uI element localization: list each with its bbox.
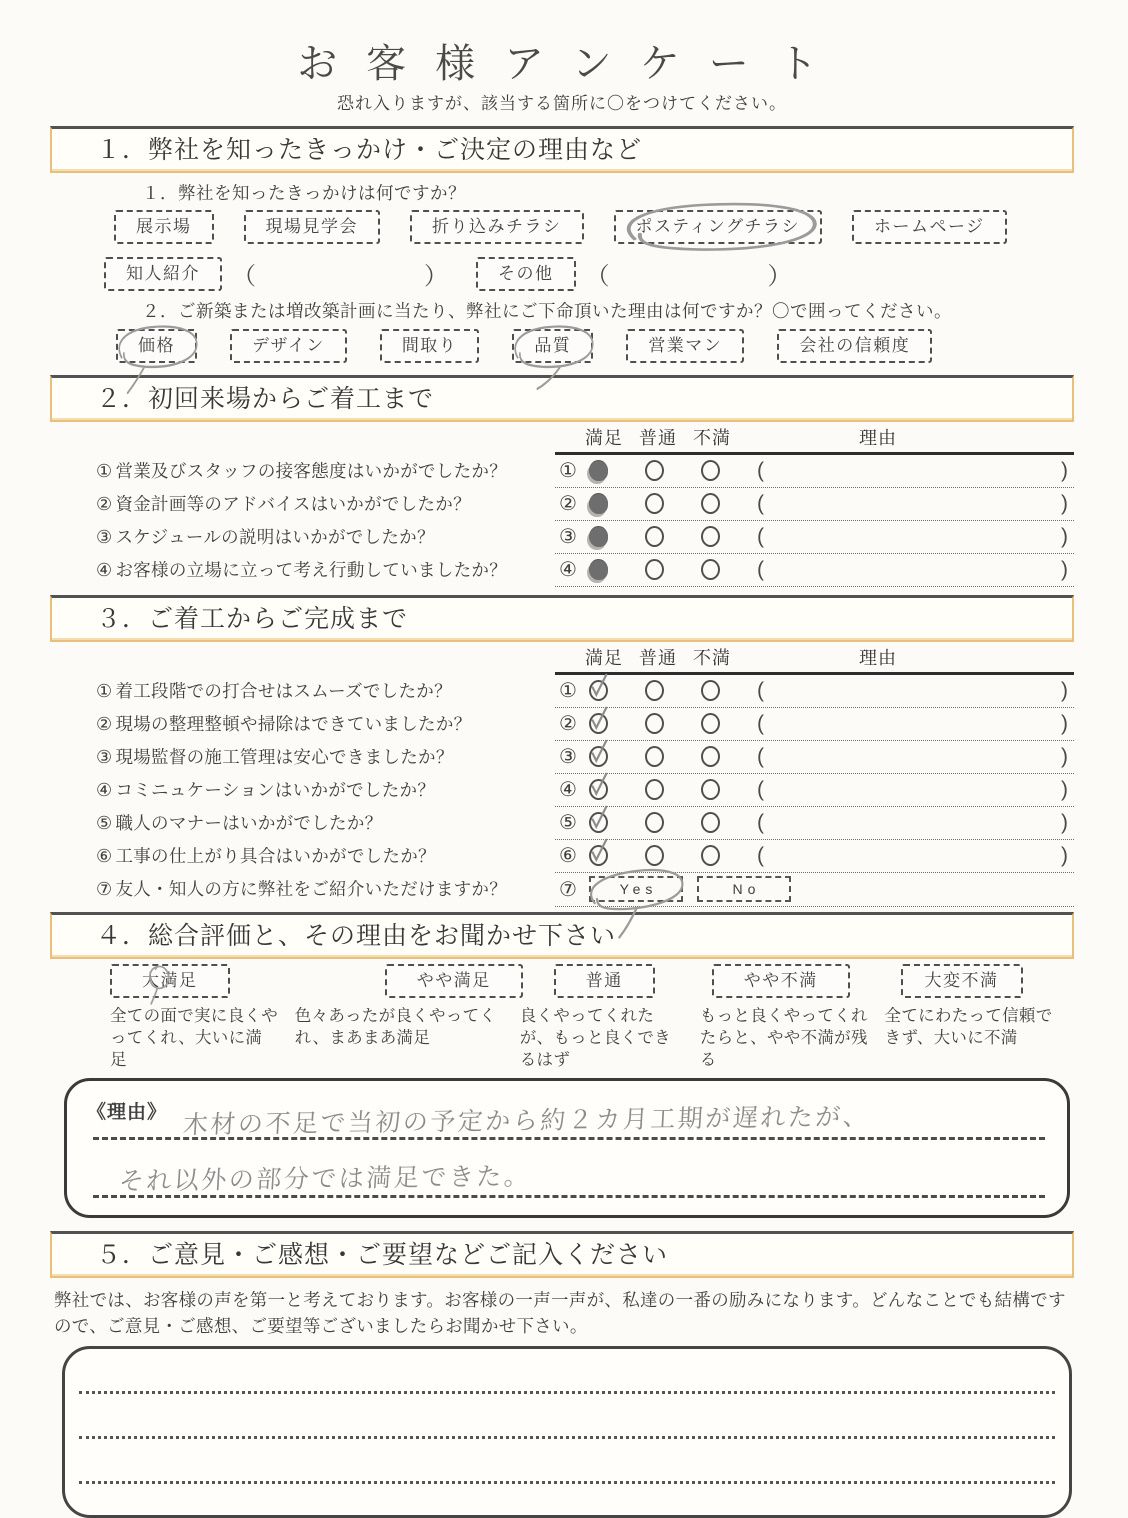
open-paren: ( [757,458,764,482]
rating-table-header [50,644,1074,675]
question-label: お客様の立場に立って考え行動していましたか？ [115,560,508,580]
row-number: ④ [559,779,577,801]
rating-circle-dissatisfied[interactable] [701,559,720,580]
option-label: 品質 [534,336,572,355]
option-label: 展示場 [136,217,192,236]
rating-circle-normal[interactable] [645,713,664,734]
write-in-blank[interactable] [266,262,414,286]
pencil-fill-mark [589,527,608,547]
option-somewhat-dissatisfied[interactable] [712,964,850,998]
rating-circle-satisfied[interactable] [589,812,608,833]
option-description: 全ての面で実に良くやってくれ、大いに満足 [110,1007,278,1069]
row-number: ② [559,493,577,515]
question-number: ① [96,681,113,701]
option-label: ポスティングチラシ [635,217,800,236]
section5-heading: ５．ご意見・ご感想・ご要望などご記入ください [50,1231,1074,1278]
row-number: ⑦ [559,878,577,901]
rating-circle-dissatisfied[interactable] [701,746,720,767]
rating-circle-satisfied[interactable] [589,526,608,547]
close-paren: ) [1061,843,1068,867]
handwritten-reason-line2: それ以外の部分では満足できた。 [118,1162,533,1196]
reason-label: 《理由》 [87,1102,168,1123]
rating-circle-dissatisfied[interactable] [701,845,720,866]
comment-write-line[interactable] [79,1481,1055,1484]
question-label: スケジュールの説明はいかがでしたか？ [115,527,435,547]
rating-circle-dissatisfied[interactable] [701,680,720,701]
question-label: 現場監督の施工管理は安心できましたか？ [115,747,454,767]
option-salesman[interactable] [626,329,744,363]
option-yes[interactable] [589,876,683,902]
open-paren: ( [757,524,764,548]
row-number: ④ [559,559,577,581]
rating-circle-normal[interactable] [645,779,664,800]
option-company-trust[interactable] [777,329,932,363]
option-label: 知人紹介 [126,263,200,283]
option-design[interactable] [230,329,347,363]
open-paren: ( [757,843,764,867]
row-number: ① [559,460,577,482]
option-posting-flyer[interactable] [614,210,822,244]
question-label: 資金計画等のアドバイスはいかがでしたか？ [115,494,471,514]
question-label: 営業及びスタッフの接客態度はいかがでしたか？ [115,461,508,481]
option-label: 普通 [585,971,623,990]
open-paren: （ [232,263,256,290]
close-paren: ) [1061,524,1068,548]
pencil-check-mark [589,672,609,702]
open-paren: （ [585,263,610,290]
section2-heading: ２．初回来場からご着工まで [50,375,1074,422]
option-description: もっと良くやってくれたらと、やや不満が残る [699,1007,868,1069]
rating-circle-normal[interactable] [645,493,664,514]
open-paren: ( [757,777,764,801]
survey-question-row [50,774,1074,807]
question-number: ① [96,461,113,481]
survey-question-row [50,675,1074,708]
survey-question-row [50,807,1074,840]
col-satisfied: 満足 [585,428,623,448]
rating-circle-satisfied[interactable] [589,460,608,481]
pencil-fill-mark [589,494,608,514]
col-satisfied: 満足 [585,648,623,668]
question-number: ③ [96,527,113,547]
option-label: Yes [619,881,658,897]
rating-circle-dissatisfied[interactable] [701,812,720,833]
option-homepage[interactable] [852,210,1007,244]
section3-heading: ３．ご着工からご完成まで [50,595,1074,642]
open-paren: ( [757,711,764,735]
option-site-tour[interactable] [244,210,381,244]
option-label: その他 [498,263,554,283]
option-referral[interactable] [104,257,222,291]
open-paren: ( [757,744,764,768]
reason-write-line[interactable] [93,1143,1045,1198]
close-paren: ) [1061,777,1068,801]
question2-label: ２．ご新築または増改築計画に当たり、弊社にご下命頂いた理由は何ですか？〇で囲ってください。 [142,301,952,321]
row-number: ⑤ [559,812,577,834]
pencil-fill-mark [589,560,608,580]
rating-table-header [50,424,1074,455]
option-label: デザイン [252,336,325,355]
rating-circle-satisfied[interactable] [589,713,608,734]
rating-circle-dissatisfied[interactable] [701,779,720,800]
handwritten-reason-line1: 木材の不足で当初の予定から約２カ月工期が遅れたが、 [182,1102,872,1140]
pencil-check-mark [589,837,609,867]
q2-options-row [116,329,1074,363]
question-number: ④ [96,780,113,800]
option-label: ホームページ [873,217,985,236]
col-dissatisfied: 不満 [693,648,731,668]
overall-rating-options [110,964,1074,1071]
close-paren: ) [1061,557,1068,581]
question-number: ④ [96,560,113,580]
col-dissatisfied: 不満 [693,428,731,448]
option-very-dissatisfied[interactable] [901,964,1023,998]
row-number: ③ [559,746,577,768]
close-paren: ) [1061,678,1068,702]
open-paren: ( [757,557,764,581]
close-paren: ） [424,263,448,290]
question-label: 職人のマナーはいかがでしたか？ [115,813,383,833]
option-label: 折り込みチラシ [432,217,562,236]
close-paren: ) [1061,458,1068,482]
survey-question-row [50,488,1074,521]
row-number: ② [559,713,577,735]
survey-question-row [50,741,1074,774]
col-normal: 普通 [639,648,677,668]
pencil-fill-mark [589,461,608,481]
q1-options-row1 [114,210,1074,244]
option-description: 全てにわたって信頼できず、大いに不満 [884,1007,1053,1047]
open-paren: ( [757,491,764,515]
rating-circle-normal[interactable] [645,845,664,866]
pencil-check-mark [589,804,609,834]
rating-circle-satisfied[interactable] [589,779,608,800]
option-other[interactable] [476,257,576,291]
option-label: 営業マン [648,336,723,355]
option-no[interactable] [697,876,791,902]
section5-intro: 弊社では、お客様の声を第一と考えております。お客様の一声一声が、私達の一番の励みになります。どんなことでも結構ですので、ご意見・ご感想、ご要望等ございましたらお聞かせ下さい。 [54,1290,1066,1336]
option-floorplan[interactable] [380,329,480,363]
close-paren: ) [1061,810,1068,834]
referral-question-row [50,873,1074,907]
survey-question-row [50,840,1074,873]
question-number: ⑤ [96,813,113,833]
option-label: 大変不満 [924,971,999,990]
reason-write-line[interactable] [93,1085,1045,1140]
option-label: 間取り [401,336,458,355]
comment-box[interactable] [62,1346,1072,1518]
rating-circle-normal[interactable] [645,526,664,547]
rating-circle-satisfied[interactable] [589,746,608,767]
question-label: 工事の仕上がり具合はいかがでしたか？ [115,846,436,866]
option-label: No [732,881,761,897]
close-paren: ） [767,263,792,290]
question-label: 着工段階での打合せはスムーズでしたか？ [115,681,452,701]
page-title: お客様アンケート [297,42,847,86]
option-somewhat-satisfied[interactable] [385,964,523,998]
rating-circle-normal[interactable] [645,812,664,833]
option-description: 良くやってくれたが、もっと良くできるはず [519,1007,671,1069]
question-number: ② [96,714,113,734]
option-label: やや満足 [416,971,491,990]
section4-heading: ４．総合評価と、その理由をお聞かせ下さい [50,912,1074,959]
option-quality[interactable] [512,329,593,363]
col-reason: 理由 [859,428,897,448]
comment-write-line[interactable] [79,1391,1055,1394]
pencil-check-mark [589,705,609,735]
question1-label: １．弊社を知ったきっかけは何ですか？ [142,183,466,203]
option-label: 大満足 [142,971,198,990]
rating-circle-satisfied[interactable] [589,680,608,701]
open-paren: ( [757,810,764,834]
option-price[interactable] [116,329,197,363]
open-paren: ( [757,678,764,702]
option-exhibition-hall[interactable] [114,210,214,244]
rating-circle-normal[interactable] [645,746,664,767]
question-number: ③ [96,747,113,767]
pencil-check-mark [589,771,609,801]
page-subtitle: 恐れ入りますが、該当する箇所に〇をつけてください。 [337,94,787,113]
close-paren: ) [1061,491,1068,515]
rating-circle-dissatisfied[interactable] [701,713,720,734]
row-number: ⑥ [559,845,577,867]
col-reason: 理由 [859,648,897,668]
question-number: ⑥ [96,846,113,866]
rating-circle-dissatisfied[interactable] [701,493,720,514]
reason-box[interactable] [64,1078,1070,1218]
option-label: 現場見学会 [265,217,358,236]
close-paren: ) [1061,711,1068,735]
row-number: ① [559,680,577,702]
close-paren: ) [1061,744,1068,768]
option-insert-flyer[interactable] [410,210,584,244]
option-neutral[interactable] [554,964,655,998]
question-label: 現場の整理整頓や掃除はできていましたか？ [115,714,472,734]
survey-question-row [50,554,1074,587]
section1-heading: １．弊社を知ったきっかけ・ご決定の理由など [50,126,1074,173]
rating-circle-satisfied[interactable] [589,493,608,514]
rating-circle-dissatisfied[interactable] [701,460,720,481]
option-description: 色々あったが良くやってくれ、まあまあ満足 [294,1007,497,1047]
rating-circle-normal[interactable] [645,559,664,580]
question-number: ⑦ [96,879,113,899]
question-number: ② [96,494,113,514]
rating-circle-satisfied[interactable] [589,845,608,866]
pencil-check-mark [589,738,609,768]
option-label: 会社の信頼度 [799,336,911,355]
option-label: 価格 [138,336,175,355]
q1-options-row2 [104,256,1074,291]
rating-circle-dissatisfied[interactable] [701,526,720,547]
col-normal: 普通 [639,428,677,448]
survey-question-row [50,708,1074,741]
rating-circle-satisfied[interactable] [589,559,608,580]
survey-question-row [50,455,1074,488]
rating-circle-normal[interactable] [645,680,664,701]
question-label: コミニュケーションはいかがでしたか？ [115,780,436,800]
row-number: ③ [559,526,577,548]
rating-circle-normal[interactable] [645,460,664,481]
option-very-satisfied[interactable] [110,964,230,998]
survey-question-row [50,521,1074,554]
write-in-blank[interactable] [620,262,758,286]
option-label: やや不満 [743,971,818,990]
question-label: 友人・知人の方に弊社をご紹介いただけますか？ [115,879,508,899]
